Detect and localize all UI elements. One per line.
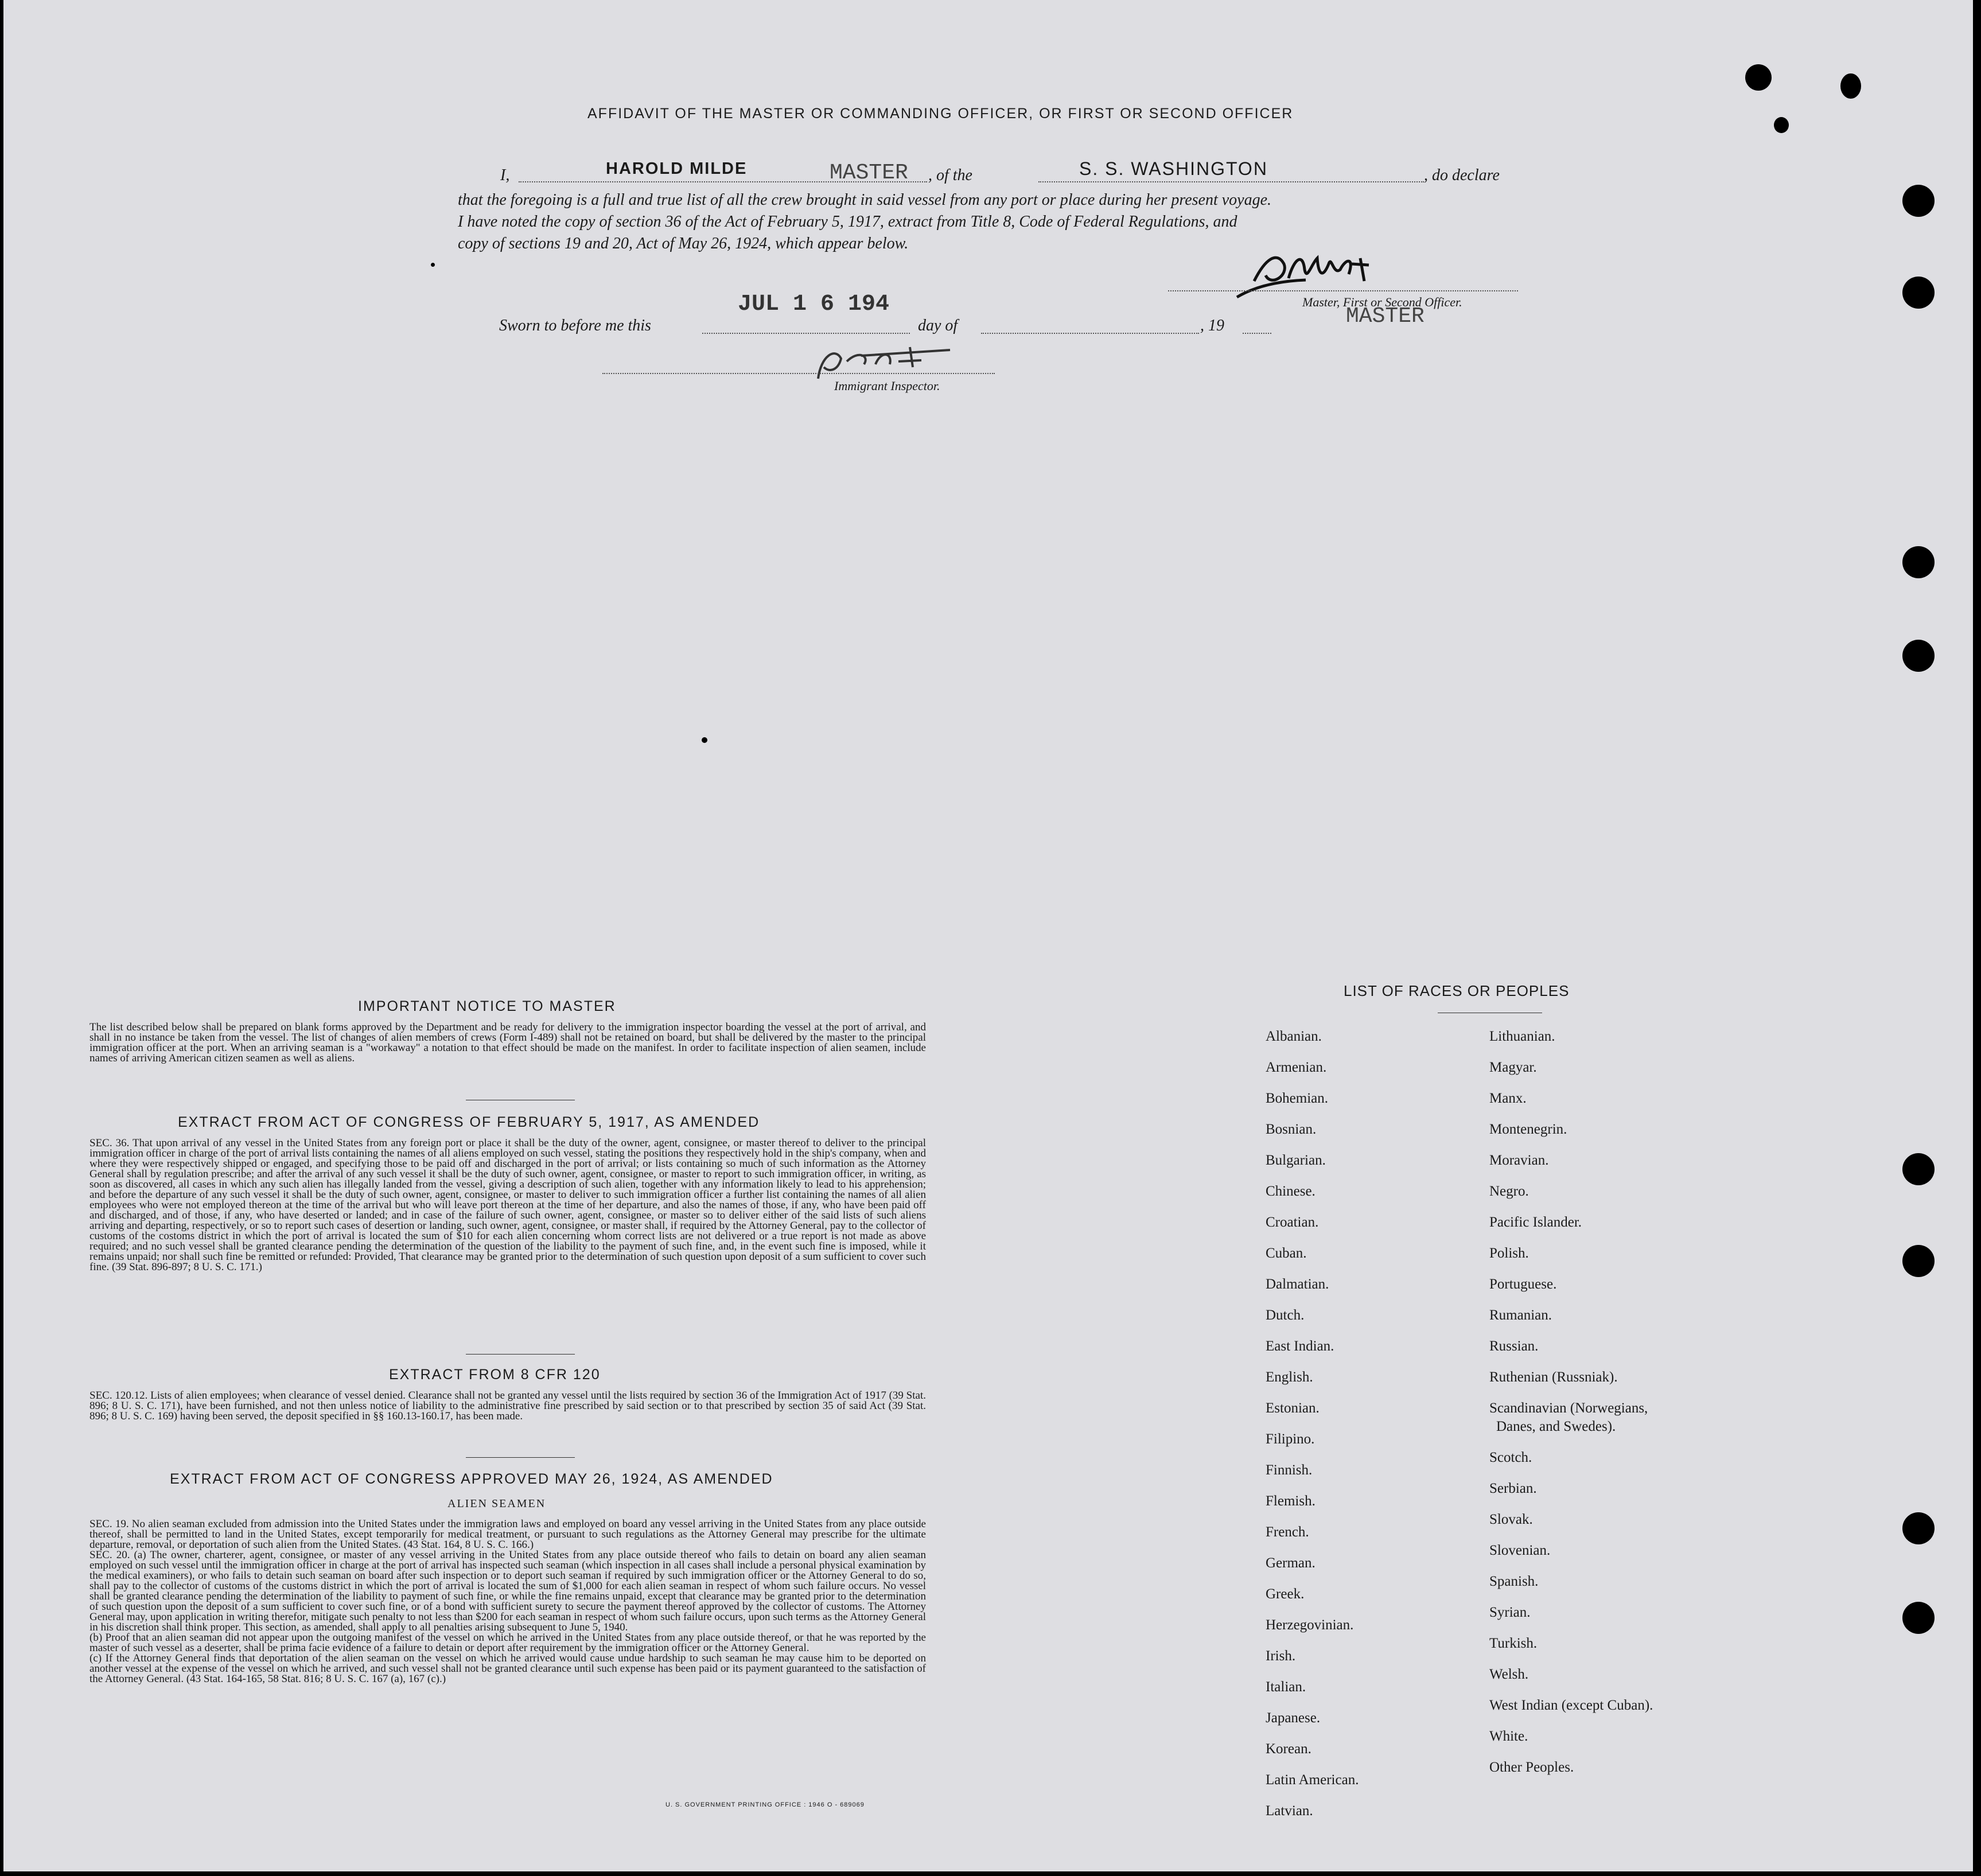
race-item: Flemish. (1266, 1493, 1316, 1509)
form-page (3, 0, 1973, 1871)
divider (466, 1457, 575, 1458)
year-prefix: , 19 (1200, 317, 1224, 334)
race-item: Italian. (1266, 1679, 1306, 1695)
race-item: Bosnian. (1266, 1122, 1317, 1137)
race-item: West Indian (except Cuban). (1489, 1698, 1653, 1713)
extract-1924-subtitle: ALIEN SEAMEN (447, 1497, 546, 1510)
race-item: Slovenian. (1489, 1543, 1551, 1558)
race-item: Scotch. (1489, 1450, 1532, 1465)
race-item: Dutch. (1266, 1307, 1305, 1323)
race-item: Negro. (1489, 1184, 1529, 1199)
notice-text: The list described below shall be prepared on blank forms approved by the Department and be ready for delivery to the immigration inspector boarding the vessel at the port of arrival, and shall in no instance be taken from the vessel. The list of changes of alien members of crews (Form I-489) shall not be retained on board, but shall be delivered by the master to the principal immigration officer at the port. When an arriving seaman is a "workaway" a notation to that effect should be made on the manifest. In order to facilitate inspection of alien seamen, include names of arriving American citizen seamen as well as aliens. (89, 1021, 926, 1064)
race-item: Portuguese. (1489, 1276, 1557, 1292)
punch-hole (1902, 185, 1935, 217)
affidavit-body (458, 189, 1521, 255)
race-item: Polish. (1489, 1246, 1529, 1261)
vessel-field-line (1038, 181, 1424, 182)
affidavit-line-4: copy of sections 19 and 20, Act of May 26, 1924, which appear below. (458, 235, 909, 252)
race-item: Latin American. (1266, 1772, 1359, 1788)
ink-blot (1774, 117, 1789, 133)
race-item: Danes, and Swedes). (1496, 1419, 1616, 1434)
signature-caption: Master, First or Second Officer. (1302, 295, 1462, 309)
declare-prefix: I, (500, 166, 510, 184)
punch-hole (1902, 1602, 1935, 1634)
inspector-signature (807, 338, 996, 384)
extract-cfr-title: EXTRACT FROM 8 CFR 120 (389, 1367, 601, 1383)
ink-blot (1840, 73, 1861, 99)
ink-speck (431, 263, 435, 267)
race-item: Syrian. (1489, 1605, 1531, 1620)
race-item: Magyar. (1489, 1060, 1537, 1075)
inspector-caption: Immigrant Inspector. (834, 379, 940, 393)
race-item: Chinese. (1266, 1184, 1316, 1199)
race-item: Albanian. (1266, 1029, 1322, 1044)
punch-hole (1902, 277, 1935, 309)
inspector-line (602, 373, 995, 374)
affidavit-title: AFFIDAVIT OF THE MASTER OR COMMANDING OFFICER, OR FIRST OR SECOND OFFICER (587, 106, 1294, 122)
master-name: HAROLD MILDE (606, 159, 748, 178)
extract-1924-title: EXTRACT FROM ACT OF CONGRESS APPROVED MAY 26, 1924, AS AMENDED (170, 1471, 773, 1487)
divider (466, 1354, 575, 1355)
race-item: Lithuanian. (1489, 1029, 1555, 1044)
races-title: LIST OF RACES OR PEOPLES (1344, 982, 1570, 999)
extract-1924-sections (89, 1519, 926, 1684)
ink-blot (1745, 64, 1772, 91)
race-item: Other Peoples. (1489, 1760, 1574, 1775)
ink-speck (702, 737, 707, 743)
of-the-text: , of the (928, 166, 972, 184)
extract-cfr-text: SEC. 120.12. Lists of alien employees; when clearance of vessel denied. Clearance shall not be granted any vessel until the lists required by section 36 of the Immigration Act of 1917 (39 Stat. 896; 8 U. S. C. 171), have been furnished, and not then unless notice of liability to the administrative fine prescribed by said section or to that prescribed by section 35 of said Act (39 Stat. 896; 8 U. S. C. 169) having been served, the deposit specified in §§ 160.13-160.17, has been made. (89, 1390, 926, 1422)
race-item: Armenian. (1266, 1060, 1327, 1075)
race-item: White. (1489, 1729, 1528, 1744)
race-item: Korean. (1266, 1741, 1311, 1757)
race-item: East Indian. (1266, 1338, 1334, 1354)
race-item: Bulgarian. (1266, 1153, 1326, 1168)
race-item: Finnish. (1266, 1462, 1313, 1478)
race-item: Pacific Islander. (1489, 1215, 1582, 1230)
punch-hole (1902, 1245, 1935, 1277)
race-item: Japanese. (1266, 1710, 1321, 1726)
race-item: Manx. (1489, 1091, 1527, 1106)
rank-stamp: MASTER (830, 161, 908, 185)
race-item: Turkish. (1489, 1636, 1538, 1651)
race-item: Montenegrin. (1489, 1122, 1567, 1137)
signature-line (1168, 290, 1518, 291)
punch-hole (1902, 546, 1935, 578)
race-item: Latvian. (1266, 1803, 1313, 1819)
month-field-line (981, 333, 1199, 334)
race-item: Spanish. (1489, 1574, 1539, 1589)
do-declare-text: , do declare (1424, 166, 1500, 184)
races-list-left (1266, 1029, 1359, 1834)
sworn-date-line (702, 333, 910, 334)
race-item: Croatian. (1266, 1215, 1319, 1230)
race-item: Irish. (1266, 1648, 1296, 1664)
printer-imprint: U. S. GOVERNMENT PRINTING OFFICE : 1946 O - 689069 (665, 1801, 865, 1808)
date-stamp: JUL 1 6 194 (738, 291, 890, 317)
notice-title: IMPORTANT NOTICE TO MASTER (358, 998, 616, 1014)
race-item: Moravian. (1489, 1153, 1549, 1168)
race-item: Russian. (1489, 1338, 1539, 1354)
section-20b-text: (b) Proof that an alien seaman did not appear upon the outgoing manifest of the vessel on which he arrived in the United States from any place outside thereof, or that he was reported by the master of such vessel as a deserter, shall be prima facie evidence of a failure to detain or deport after requirement by the immigration officer or the Attorney General. (89, 1632, 926, 1654)
race-item: Bohemian. (1266, 1091, 1329, 1106)
race-item: Greek. (1266, 1586, 1305, 1602)
races-list-right (1489, 1029, 1653, 1791)
race-item: Rumanian. (1489, 1307, 1552, 1323)
race-item: Filipino. (1266, 1431, 1315, 1447)
race-item: English. (1266, 1369, 1313, 1385)
race-item: Herzegovinian. (1266, 1617, 1354, 1633)
punch-hole (1902, 1153, 1935, 1185)
section-20c-text: (c) If the Attorney General finds that deportation of the alien seaman on the vessel on which he arrived would cause undue hardship to such seaman he may cause him to be deported on another vessel at the expense of the vessel on which he arrived, and such vessel shall not be granted clearance until such expense has been paid or its payment guaranteed to the satisfaction of the Attorney General. (43 Stat. 164-165, 58 Stat. 816; 8 U. S. C. 167 (a), 167 (c).) (89, 1652, 926, 1685)
affidavit-line-3: I have noted the copy of section 36 of the Act of February 5, 1917, extract from Title 8, Code of Federal Regulations, and (458, 213, 1237, 231)
punch-hole (1902, 640, 1935, 672)
extract-1917-title: EXTRACT FROM ACT OF CONGRESS OF FEBRUARY 5, 1917, AS AMENDED (178, 1114, 760, 1130)
race-item: German. (1266, 1555, 1316, 1571)
section-20a-text: SEC. 20. (a) The owner, charterer, agent, consignee, or master of any vessel arriving in the United States from any place outside thereof who fails to detain on board any alien seaman employed on such vessel until the immigration officer in charge at the port of arrival has inspected such seaman (which inspection in all cases shall include a personal physical examination by the medical examiners), or who fails to detain such seaman on board after such inspection or to deport such seaman if required by such immigration officer or the Attorney General to do so, shall pay to the collector of customs of the customs district in which the port of arrival is located the sum of $1,000 for each alien seaman in respect of whom such failure occurs. No vessel shall be granted clearance pending the determination of the liability to payment of such fine, or while the fine remains unpaid, except that clearance may be granted prior to the determination of such question upon the deposit of a sum sufficient to cover such fine, or of a bond with sufficient surety to secure the payment thereof approved by the collector of customs. The Attorney General may, upon application in writing therefor, mitigate such penalty to not less than $200 for each seaman in respect of whom such failure occurs, upon such terms as the Attorney General in his discretion shall think proper. This section, as amended, shall apply to all penalties arising subsequent to June 5, 1940. (89, 1549, 926, 1633)
race-item: Dalmatian. (1266, 1276, 1329, 1292)
sworn-text: Sworn to before me this (499, 317, 651, 334)
signature-rank-stamp: MASTER (1346, 304, 1425, 329)
affidavit-line-2: that the foregoing is a full and true list of all the crew brought in said vessel from any port or place during her present voyage. (458, 191, 1272, 209)
extract-1917-text: SEC. 36. That upon arrival of any vessel in the United States from any foreign port or place it shall be the duty of the owner, agent, consignee, or master thereof to deliver to the principal immigration officer in charge of the port of arrival lists containing the names of all aliens employed on such vessel, stating the positions they respectively hold in the ship's company, when and where they were respectively shipped or engaged, and specifying those to be paid off and discharged in the port of arrival; or lists containing so much of such information as the Attorney General shall by regulation prescribe; and after the arrival of any such vessel it shall be the duty of such owner, agent, consignee, or master to report to such immigration officer, in writing, as soon as discovered, all cases in which any such alien has illegally landed from the vessel, giving a description of such alien, together with any information likely to lead to his apprehension; and before the departure of any such vessel it shall be the duty of such owner, agent, consignee, or master to deliver to such immigration officer a further list containing the names of all alien employees who were not employed thereon at the time of the arrival but who will leave port thereon at the time of her departure, and also the names of those, if any, who have been paid off and discharged, and of those, if any, who have deserted or landed; and in case of the failure of such owner, agent, consignee, or master so to deliver either of the said lists of such aliens arriving and departing, respectively, or so to report such cases of desertion or landing, such owner, agent, consignee, or master shall, if required by the Attorney General, pay to the collector of customs of the costoms district in which the port of arrival is located the sum of $10 for each alien concerning whom correct lists are not delivered or a true report is not made as above required; and no such vessel shall be granted clearance pending the determination of the question of the liability to the payment of such fine, and, in the event such fine is imposed, while it remains unpaid; nor shall such fine be remitted or refunded: Provided, That clearance may be granted prior to the determination of such question upon deposit of a sum sufficient to cover such fine. (39 Stat. 896-897; 8 U. S. C. 171.) (89, 1137, 926, 1273)
race-item: Cuban. (1266, 1246, 1307, 1261)
race-item: Scandinavian (Norwegians, (1489, 1400, 1648, 1416)
day-of-text: day of (918, 317, 958, 334)
race-item: Serbian. (1489, 1481, 1537, 1496)
race-item: Ruthenian (Russniak). (1489, 1369, 1618, 1385)
punch-hole (1902, 1512, 1935, 1544)
section-19-text: SEC. 19. No alien seaman excluded from admission into the United States under the immigration laws and employed on board any vessel arriving in the United States from any place outside thereof, shall be permitted to land in the United States, except temporarily for medical treatment, or pursuant to such regulations as the Attorney General may prescribe for the ultimate departure, removal, or deportation of such alien from the United States. (43 Stat. 164, 8 U. S. C. 166.) (89, 1518, 926, 1551)
race-item: French. (1266, 1524, 1309, 1540)
vessel-name: S. S. WASHINGTON (1079, 158, 1268, 179)
race-item: Welsh. (1489, 1667, 1529, 1682)
race-item: Estonian. (1266, 1400, 1320, 1416)
race-item: Slovak. (1489, 1512, 1533, 1527)
year-field-line (1243, 333, 1271, 334)
